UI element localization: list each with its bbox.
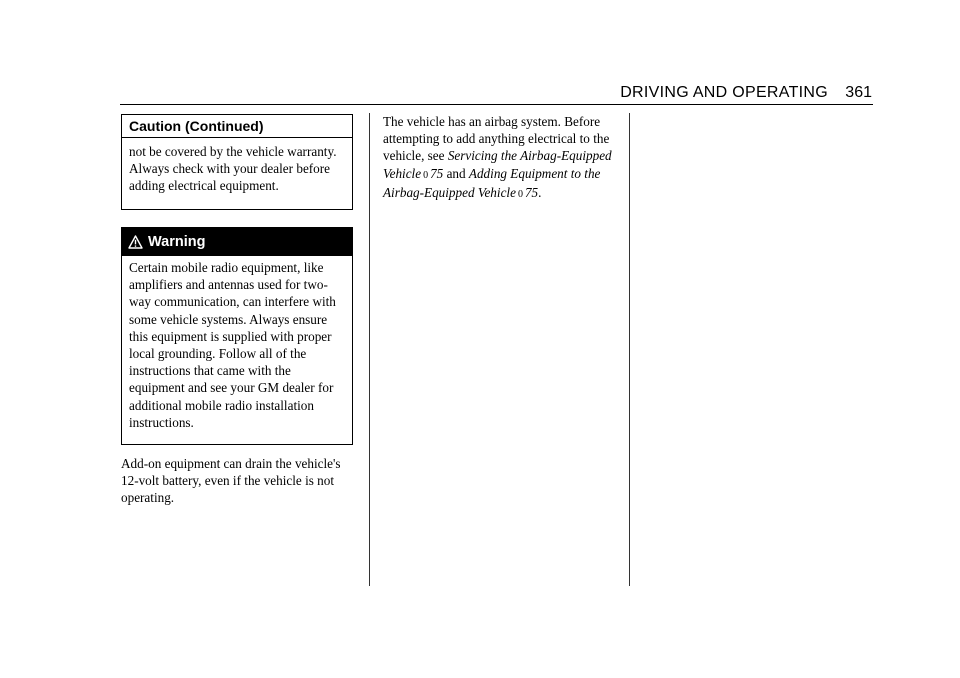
caution-title: Caution (Continued) (122, 115, 352, 138)
airbag-text-and: and (446, 165, 466, 181)
warning-box (121, 227, 353, 445)
ref-adding-equipment-page[interactable]: 75 (524, 184, 539, 200)
page-ref-icon: 0 (423, 169, 429, 181)
page-number: 361 (845, 84, 872, 101)
ref-adding-equipment-link[interactable]: Adding Equipment to the Airbag-Equipped Vehicle (383, 165, 601, 200)
column-divider-2 (629, 113, 630, 586)
battery-drain-paragraph: Add-on equipment can drain the vehicle's 12-volt battery, even if the vehicle is not operating. (121, 456, 341, 506)
warning-header (122, 228, 352, 256)
section-title: DRIVING AND OPERATING (620, 84, 828, 101)
airbag-text-end: . (538, 184, 542, 200)
ref-servicing-airbag-link[interactable]: Servicing the Airbag-Equipped Vehicle (383, 148, 612, 181)
page-ref-icon: 0 (517, 188, 523, 200)
warning-body: Certain mobile radio equipment, like amplifiers and antennas used for two-way communication, can interfere with some vehicle systems. Always ensure this equipment is supplied with proper local grounding. Follow all of the instructions that came with the equipment and see your GM dealer for additional mobile radio installation instructions. (129, 260, 336, 430)
warning-triangle-icon (128, 235, 143, 249)
caution-box (121, 114, 353, 210)
airbag-paragraph (383, 113, 623, 203)
airbag-text-intro: The vehicle has an airbag system. Before attempting to add anything electrical to the vehicle, see (383, 114, 610, 164)
header-rule (120, 104, 873, 105)
ref-servicing-airbag-page[interactable]: 75 (430, 165, 444, 181)
warning-title: Warning (148, 234, 206, 250)
column-divider-1 (369, 113, 370, 586)
caution-body: not be covered by the vehicle warranty. Always check with your dealer before adding electrical equipment. (129, 144, 337, 194)
